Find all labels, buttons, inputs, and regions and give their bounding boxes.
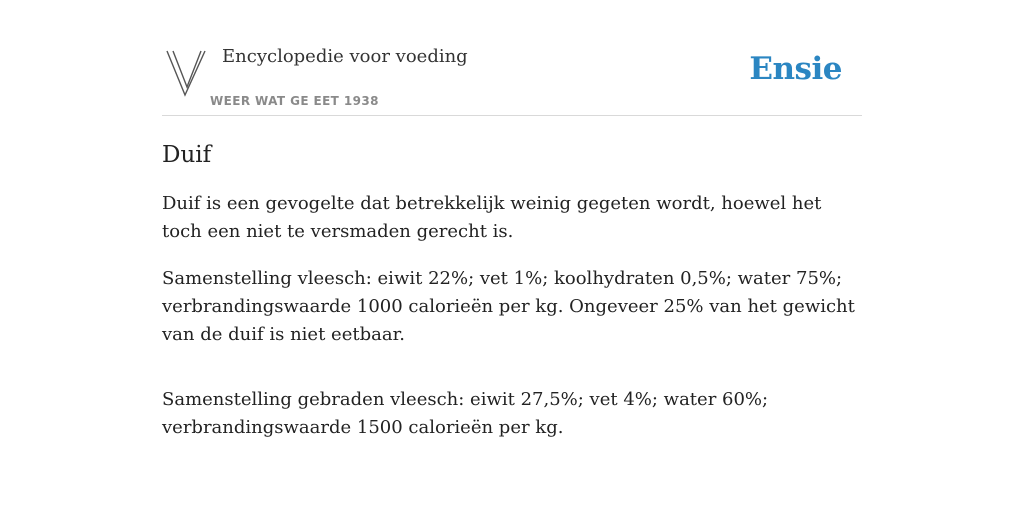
entry-content: [162, 140, 862, 461]
entry-paragraph: Duif is een gevogelte dat betrekkelijk weinig gegeten wordt, hoewel het toch een niet te versmaden gerecht is.: [162, 193, 822, 242]
v-letter-icon: [166, 49, 208, 97]
site-header: [162, 40, 862, 116]
series-title[interactable]: Encyclopedie voor voeding: [222, 46, 468, 67]
entry-paragraph: Samenstelling vleesch: eiwit 22%; vet 1%; koolhydraten 0,5%; water 75%; verbrandingswaarde 1000 calorieën per kg. Ongeveer 25% van het gewicht van de duif is niet eetbaar.: [162, 268, 855, 345]
series-subtitle: WEER WAT GE EET 1938: [210, 94, 379, 108]
entry-title: Duif: [162, 142, 212, 168]
brand-logo-link[interactable]: Ensie: [749, 51, 842, 87]
entry-paragraph: Samenstelling gebraden vleesch: eiwit 27,5%; vet 4%; water 60%; verbrandingswaarde 1500 calorieën per kg.: [162, 389, 769, 438]
